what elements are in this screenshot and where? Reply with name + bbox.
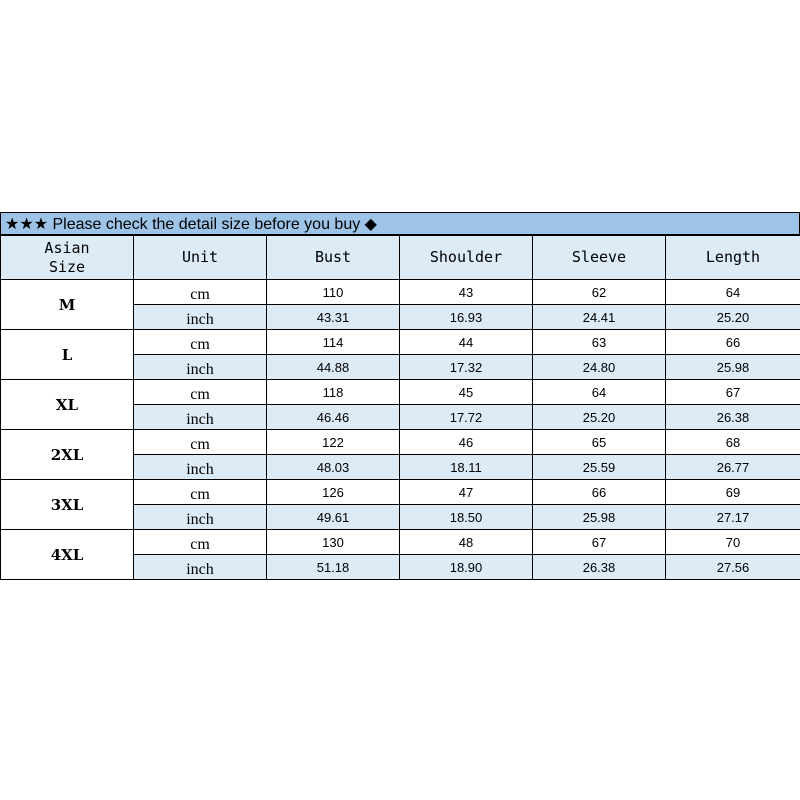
shoulder-cell: 44 — [400, 330, 533, 355]
table-row — [1, 430, 800, 455]
shoulder-cell: 43 — [400, 280, 533, 305]
shoulder-cell: 46 — [400, 430, 533, 455]
bust-cell: 46.46 — [267, 405, 400, 430]
bust-cell: 130 — [267, 530, 400, 555]
shoulder-cell: 16.93 — [400, 305, 533, 330]
shoulder-cell: 18.11 — [400, 455, 533, 480]
shoulder-cell: 18.50 — [400, 505, 533, 530]
unit-cell: cm — [134, 430, 267, 455]
unit-cell: inch — [134, 455, 267, 480]
sleeve-cell: 26.38 — [533, 555, 666, 580]
bust-cell: 118 — [267, 380, 400, 405]
size-label: 2XL — [1, 430, 134, 480]
table-row — [1, 480, 800, 505]
size-chart-banner: ★★★ Please check the detail size before you buy ◆ — [0, 212, 800, 235]
bust-cell: 49.61 — [267, 505, 400, 530]
length-cell: 25.98 — [666, 355, 800, 380]
shoulder-cell: 48 — [400, 530, 533, 555]
table-row — [1, 280, 800, 305]
length-cell: 70 — [666, 530, 800, 555]
bust-cell: 48.03 — [267, 455, 400, 480]
size-label: XL — [1, 380, 134, 430]
length-cell: 67 — [666, 380, 800, 405]
unit-cell: inch — [134, 555, 267, 580]
length-cell: 27.17 — [666, 505, 800, 530]
bust-cell: 126 — [267, 480, 400, 505]
unit-cell: inch — [134, 355, 267, 380]
sleeve-cell: 64 — [533, 380, 666, 405]
size-label: 4XL — [1, 530, 134, 580]
length-cell: 68 — [666, 430, 800, 455]
sleeve-cell: 63 — [533, 330, 666, 355]
length-cell: 26.38 — [666, 405, 800, 430]
shoulder-cell: 17.32 — [400, 355, 533, 380]
sleeve-cell: 25.20 — [533, 405, 666, 430]
length-cell: 27.56 — [666, 555, 800, 580]
bust-cell: 44.88 — [267, 355, 400, 380]
size-chart — [0, 212, 800, 580]
length-cell: 64 — [666, 280, 800, 305]
sleeve-cell: 62 — [533, 280, 666, 305]
unit-cell: cm — [134, 480, 267, 505]
size-label: 3XL — [1, 480, 134, 530]
header-size: Asian Size — [1, 236, 134, 280]
size-label: L — [1, 330, 134, 380]
bust-cell: 43.31 — [267, 305, 400, 330]
header-unit: Unit — [134, 236, 267, 280]
bust-cell: 122 — [267, 430, 400, 455]
bust-cell: 51.18 — [267, 555, 400, 580]
length-cell: 66 — [666, 330, 800, 355]
size-table-body — [1, 280, 800, 580]
shoulder-cell: 45 — [400, 380, 533, 405]
header-bust: Bust — [267, 236, 400, 280]
bust-cell: 114 — [267, 330, 400, 355]
unit-cell: inch — [134, 505, 267, 530]
length-cell: 26.77 — [666, 455, 800, 480]
unit-cell: cm — [134, 380, 267, 405]
header-length: Length — [666, 236, 800, 280]
sleeve-cell: 67 — [533, 530, 666, 555]
table-row — [1, 530, 800, 555]
sleeve-cell: 25.98 — [533, 505, 666, 530]
length-cell: 25.20 — [666, 305, 800, 330]
shoulder-cell: 17.72 — [400, 405, 533, 430]
bust-cell: 110 — [267, 280, 400, 305]
unit-cell: cm — [134, 530, 267, 555]
sleeve-cell: 24.80 — [533, 355, 666, 380]
unit-cell: cm — [134, 330, 267, 355]
shoulder-cell: 18.90 — [400, 555, 533, 580]
sleeve-cell: 25.59 — [533, 455, 666, 480]
header-row — [1, 236, 800, 280]
length-cell: 69 — [666, 480, 800, 505]
sleeve-cell: 65 — [533, 430, 666, 455]
unit-cell: cm — [134, 280, 267, 305]
shoulder-cell: 47 — [400, 480, 533, 505]
unit-cell: inch — [134, 405, 267, 430]
sleeve-cell: 66 — [533, 480, 666, 505]
header-sleeve: Sleeve — [533, 236, 666, 280]
header-shoulder: Shoulder — [400, 236, 533, 280]
unit-cell: inch — [134, 305, 267, 330]
table-row — [1, 380, 800, 405]
size-label: M — [1, 280, 134, 330]
sleeve-cell: 24.41 — [533, 305, 666, 330]
size-table — [0, 235, 800, 580]
table-row — [1, 330, 800, 355]
